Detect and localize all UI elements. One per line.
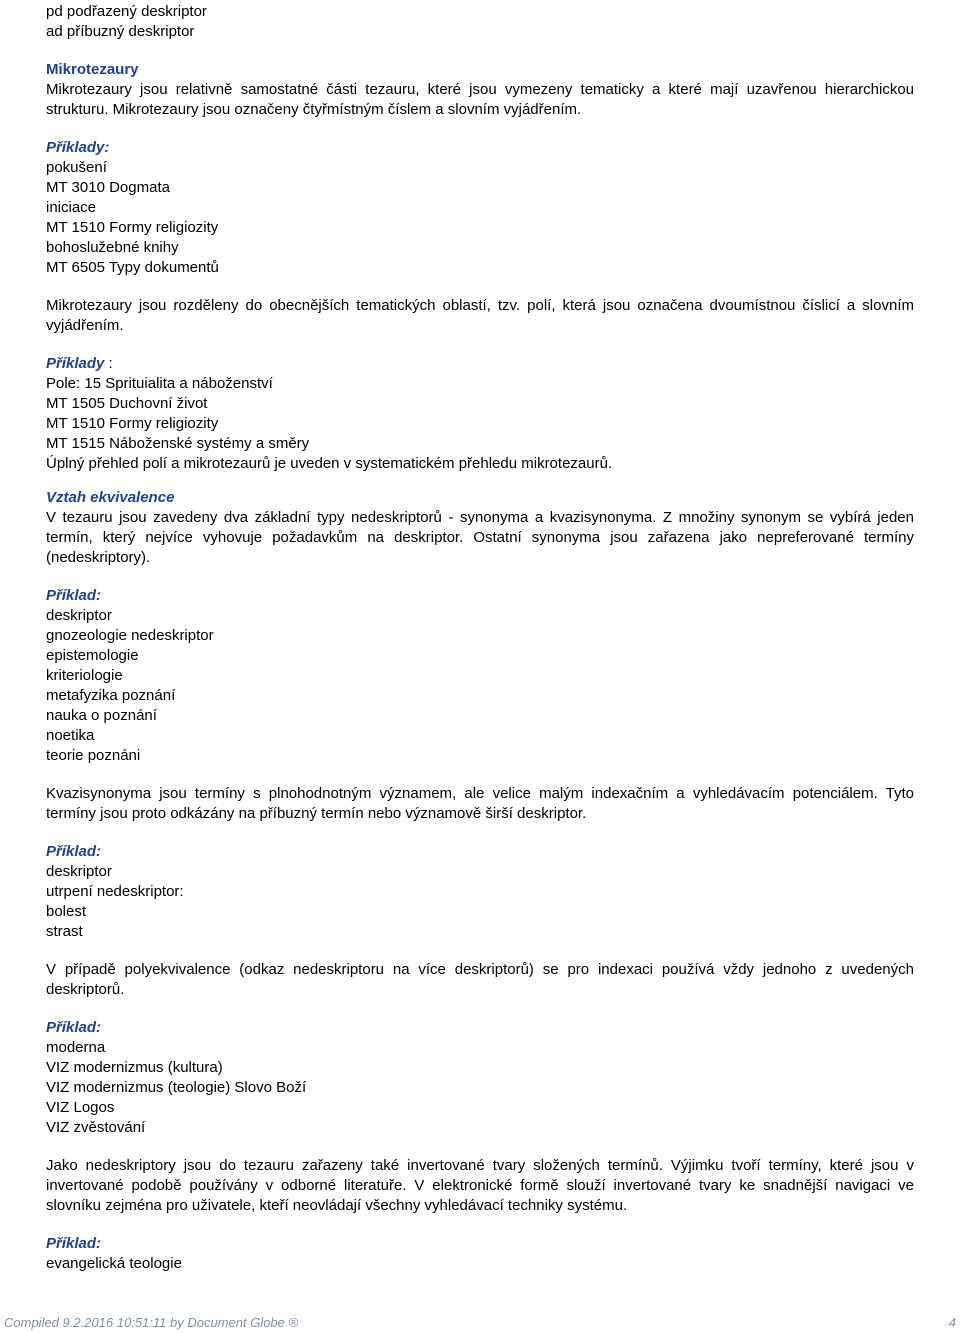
example-line: pokušení xyxy=(46,159,107,176)
example-line: teorie poznáni xyxy=(46,747,141,764)
section-heading-ekvivalence: Vztah ekvivalence xyxy=(46,489,175,506)
example-line: bohoslužebné knihy xyxy=(46,239,179,256)
example-label-2: Příklad: xyxy=(46,843,102,860)
example-line: MT 1505 Duchovní život xyxy=(46,395,208,412)
example-line: MT 1510 Formy religiozity xyxy=(46,415,219,432)
example-line: strast xyxy=(46,923,83,940)
intro-line-1: pd podřazený deskriptor xyxy=(46,3,207,20)
examples-label-2: Příklady xyxy=(46,355,105,372)
example-line: VIZ modernizmus (teologie) Slovo Boží xyxy=(46,1079,307,1096)
paragraph-polyekvivalence: V případě polyekvivalence (odkaz nedeskriptoru na více deskriptorů) se pro indexaci používá vždy jednoho z uvedených deskriptorů. xyxy=(46,961,914,998)
footer-compiled-text: Compiled 9.2.2016 10:51:11 by Document Globe ® xyxy=(4,1315,299,1330)
example-line: MT 1515 Náboženské systémy a směry xyxy=(46,435,310,452)
example-line: evangelická teologie xyxy=(46,1255,182,1272)
example-line: metafyzika poznání xyxy=(46,687,176,704)
paragraph-invertovane-tvary: Jako nedeskriptory jsou do tezauru zařazeny také invertované tvary složených termínů. Výjimku tvoří termíny, které jsou v invertované podobě používány v odborné literatuře. V elektronické formě slouží invertované tvary ke snadnější navigaci ve slovníku zejména pro uživatele, kteří neovládají všechny vyhledávací techniky systému. xyxy=(46,1157,914,1214)
footer-page-number: 4 xyxy=(948,1315,956,1330)
example-line: iniciace xyxy=(46,199,97,216)
example-line: MT 6505 Typy dokumentů xyxy=(46,259,219,276)
paragraph-mikrotezaury-fields: Mikrotezaury jsou rozděleny do obecnějších tematických oblastí, tzv. polí, která jsou označena dvoumístnou číslicí a slovním vyjádřením. xyxy=(46,297,914,334)
paragraph-mikrotezaury-definition: Mikrotezaury jsou relativně samostatné části tezauru, které jsou vymezeny tematicky a které mají uzavřenou hierarchickou strukturu. Mikrotezaury jsou označeny čtyřmístným číslem a slovním vyjádřením. xyxy=(46,81,914,118)
example-line: VIZ modernizmus (kultura) xyxy=(46,1059,223,1076)
example-label-4: Příklad: xyxy=(46,1235,102,1252)
example-line: Pole: 15 Sprituialita a náboženství xyxy=(46,375,273,392)
examples-label-2-row xyxy=(46,354,914,374)
example-line: utrpení nedeskriptor: xyxy=(46,883,184,900)
paragraph-ekvivalence-synonyms: V tezauru jsou zavedeny dva základní typy nedeskriptorů - synonyma a kvazisynonyma. Z množiny synonym se vybírá jeden termín, který nejvíce vyhovuje požadavkům na deskriptor. Ostatní synonyma jsou zařazena jako nepreferované termíny (nedeskriptory). xyxy=(46,509,914,566)
example-line: kriteriologie xyxy=(46,667,123,684)
example-line: MT 3010 Dogmata xyxy=(46,179,170,196)
example-line: gnozeologie nedeskriptor xyxy=(46,627,214,644)
example-line: MT 1510 Formy religiozity xyxy=(46,219,219,236)
example-label-3: Příklad: xyxy=(46,1019,102,1036)
examples-label-2-suffix: : xyxy=(104,355,113,372)
paragraph-kvazisynonyma: Kvazisynonyma jsou termíny s plnohodnotným významem, ale velice malým indexačním a vyhledávacím potenciálem. Tyto termíny jsou proto odkázány na příbuzný termín nebo významově širší deskriptor. xyxy=(46,785,914,822)
example-line: deskriptor xyxy=(46,607,112,624)
example-line: nauka o poznání xyxy=(46,707,157,724)
example-line: VIZ Logos xyxy=(46,1099,115,1116)
example-label-1: Příklad: xyxy=(46,587,102,604)
examples-label-1: Příklady: xyxy=(46,139,110,156)
intro-line-2: ad příbuzný deskriptor xyxy=(46,23,195,40)
example-line: epistemologie xyxy=(46,647,139,664)
example-line: Úplný přehled polí a mikrotezaurů je uveden v systematickém přehledu mikrotezaurů. xyxy=(46,455,613,472)
example-line: noetika xyxy=(46,727,95,744)
document-page xyxy=(46,2,914,1274)
example-line: bolest xyxy=(46,903,87,920)
example-line: deskriptor xyxy=(46,863,112,880)
section-heading-mikrotezaury: Mikrotezaury xyxy=(46,61,139,78)
example-line: moderna xyxy=(46,1039,106,1056)
example-line: VIZ zvěstování xyxy=(46,1119,146,1136)
